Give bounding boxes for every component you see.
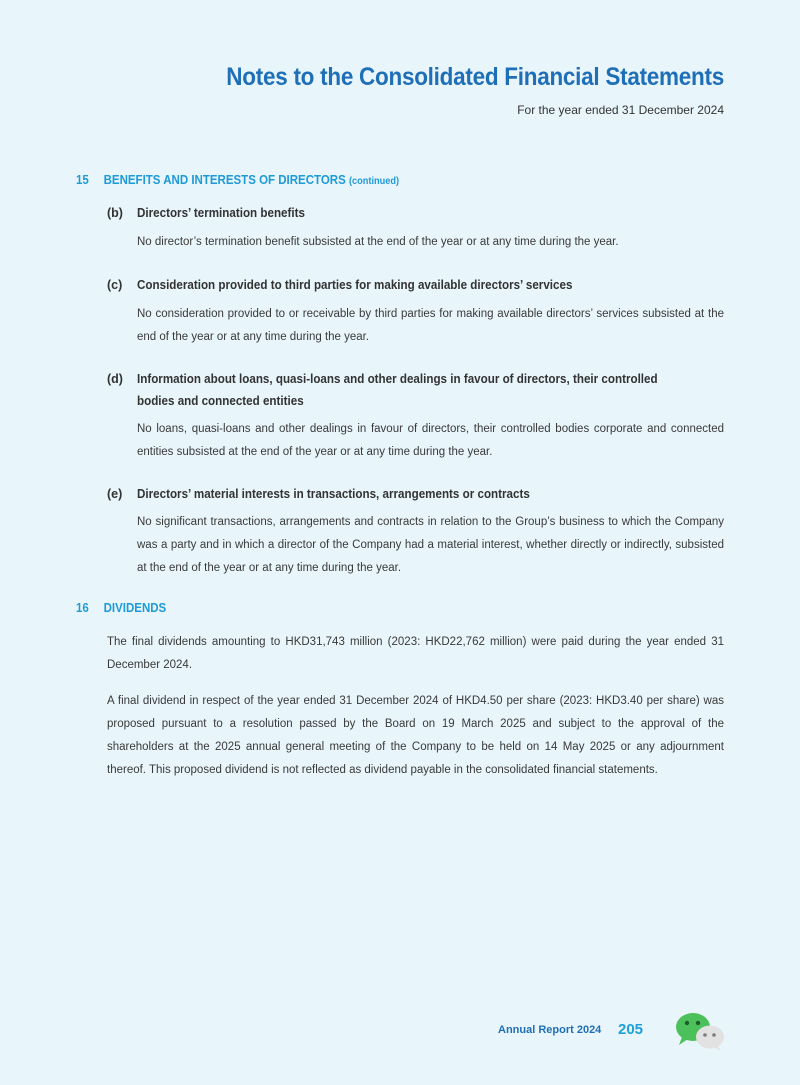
subsection-letter: (d) <box>107 372 123 386</box>
subsection-letter: (b) <box>107 206 123 220</box>
subsection-b-text: No director’s termination benefit subsisted at the end of the year or at any time during the year. <box>137 236 619 248</box>
dividends-paragraph-2: A final dividend in respect of the year ended 31 December 2024 of HKD4.50 per share (2023: HKD3.40 per share) was proposed pursuant to a resolution passed by the Board on 19 March 2025 and subject to the approval of the shareholders at the 2025 annual general meeting of the Company to be held on 14 May 2025 or any adjournment thereof. This proposed dividend is not reflected as dividend payable in the consolidated financial statements. <box>107 695 724 776</box>
footer-report-label: Annual Report 2024 <box>498 1024 602 1036</box>
dividends-paragraph-1: The final dividends amounting to HKD31,743 million (2023: HKD22,762 million) were paid during the year ended 31 December 2024. <box>107 636 724 671</box>
wechat-logo-icon <box>674 1010 726 1052</box>
continued-label: (continued) <box>348 176 400 187</box>
section-16-heading <box>76 601 166 615</box>
subsection-letter: (e) <box>107 487 123 501</box>
subsection-c-text: No consideration provided to or receivable by third parties for making available directors’ services subsisted at the end of the year or at any time during the year. <box>137 308 724 343</box>
subsection-title: Information about loans, quasi-loans and other dealings in favour of directors, their controlled bodies and connected entities <box>137 372 658 408</box>
subsection-d-text: No loans, quasi-loans and other dealings in favour of directors, their controlled bodies corporate and connected entities subsisted at the end of the year or at any time during the year. <box>137 423 724 458</box>
section-number: 15 <box>76 173 89 187</box>
subsection-c-heading <box>107 274 727 296</box>
subsection-d-heading <box>107 368 727 412</box>
subsection-e-heading <box>107 483 727 505</box>
page-subtitle: For the year ended 31 December 2024 <box>517 103 724 117</box>
section-title: BENEFITS AND INTERESTS OF DIRECTORS <box>103 173 346 187</box>
section-title: DIVIDENDS <box>103 601 167 615</box>
page-number: 205 <box>618 1021 644 1038</box>
page-title: Notes to the Consolidated Financial Statements <box>226 63 724 91</box>
subsection-title: Consideration provided to third parties for making available directors’ services <box>137 278 573 292</box>
subsection-e-text: No significant transactions, arrangements and contracts in relation to the Group’s business to which the Company was a party and in which a director of the Company had a material interest, whether directly or indirectly, subsisted at the end of the year or at any time during the year. <box>137 516 724 574</box>
subsection-title: Directors’ material interests in transactions, arrangements or contracts <box>137 487 530 501</box>
subsection-letter: (c) <box>107 278 123 292</box>
section-number: 16 <box>76 601 89 615</box>
subsection-title: Directors’ termination benefits <box>137 206 305 220</box>
subsection-b-heading <box>107 202 727 224</box>
section-15-heading <box>76 173 399 187</box>
